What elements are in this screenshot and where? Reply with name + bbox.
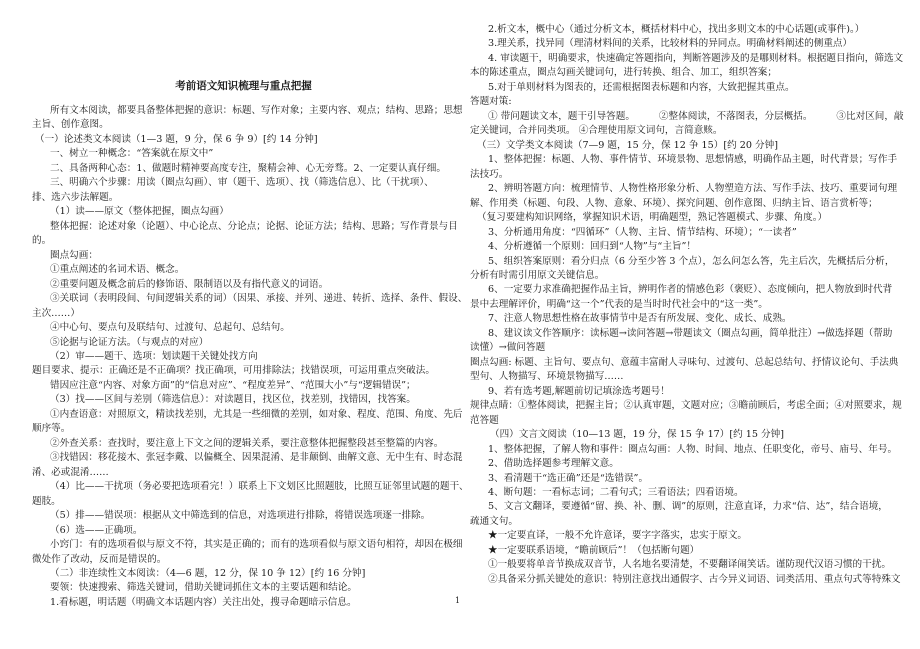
- text-line: 3、分析通用角度：“四循环”（人物、主旨、情节结构、环境）；“一读者”: [488, 226, 797, 238]
- text-line: （6）选——正确项。: [50, 524, 143, 536]
- text-line: （一）论述类文本阅读（1—3 题，9 分，保 6 争 9）[约 14 分钟]: [35, 133, 318, 145]
- right-column: [0, 23, 904, 587]
- text-line: 微处作了改动，反而是错误的。: [32, 553, 167, 565]
- text-line: （2）审——题干、选项：划读题干关键处找方向: [50, 350, 258, 362]
- text-line: 9、若有选考题,解题前切记填涂选考题号！: [488, 385, 670, 397]
- text-line: 1、整体把握：标题、人物、事件情节、环境景物、思想情感，明确作品主题，时代背景；写作手: [488, 154, 898, 166]
- text-line: 3、看清题干“选正确”还是“选错误”。: [488, 472, 649, 484]
- document-title: 考前语文知识梳理与重点把握: [175, 80, 312, 92]
- text-line: 小窍门：有的选项看似与原文不符，其实是正确的；而有的选项看似与原文语句相符，却因在极细: [50, 539, 463, 551]
- text-line: 答题对策:: [470, 96, 512, 108]
- text-line: 的。: [32, 235, 52, 247]
- text-line: 分析有时需引用原文关键信息。: [470, 269, 605, 281]
- text-line: 本的陈述重点，圈点勾画关键词句，进行转换、组合、加工，组织答案；: [470, 67, 777, 79]
- text-line: ②具备采分抓关键处的意识：特别注意找出通假字、古今异义词语、词类活用、重点句式等特殊文: [488, 573, 901, 585]
- text-line: ③关联词（表明段间、句间逻辑关系的词）（因果、承接、并列、递进、转折、选择、条件、假设、: [50, 293, 468, 305]
- text-line: 三、明确六个步骤：用读（圈点勾画）、审（题干、选项）、找（筛选信息）、比（干扰项）、: [50, 177, 434, 189]
- text-line: ①内查语意：对照原文，精读找差别，尤其是一些细微的差别，如对象、程度、范围、角度、先后: [50, 408, 463, 420]
- text-line: 3.理关系，找异同（理清材料间的关系，比较材料的异同点。明确材料阐述的侧重点）: [488, 38, 853, 50]
- text-line: 所有文本阅读，都要具备整体把握的意识：标题、写作对象；主要内容、观点；结构、思路；思想: [50, 105, 463, 116]
- text-line: （5）排——错误项：根据从文中筛选到的信息，对选项进行排除，将错误选项逐一排除。: [50, 510, 431, 522]
- text-line: 7、注意人物思想性格在故事情节中是否有所发展、变化、成长、成熟。: [488, 313, 792, 325]
- text-line: （三）文学类文本阅读（7—9 题，15 分，保 12 争 15）[约 20 分钟]: [477, 139, 778, 151]
- text-line: 景中去理解评价，明确“这一个”代表的是当时时代社会中的“这一类”。: [470, 298, 768, 310]
- text-line: 2、辨明答题方向：梳理情节、人物性格形象分析、人物塑造方法、写作手法、技巧、重要词句理: [488, 183, 898, 195]
- text-line: ⑤论据与论证方法。（与观点的对应）: [50, 336, 209, 348]
- text-line: 规律点睛：①整体阅读，把握主旨；②认真审题，文题对应；③瞻前顾后，考虑全面；④对照要求，规: [470, 400, 902, 412]
- text-line: 5.对于单则材料为图表的，还需根据图表标题和内容，大致把握其重点。: [488, 81, 795, 93]
- text-line: 4、断句题：一看标志词；二看句式；三看语法；四看语境。: [488, 487, 744, 498]
- text-line: 主次……）: [32, 307, 80, 319]
- text-line: ①重点阐述的名词术语、概念。: [50, 264, 185, 276]
- text-line: 题肢。: [32, 495, 61, 507]
- text-line: 范答题: [470, 414, 499, 426]
- text-line: 1、整体把握，了解人物和事件：圈点勾画：人物、时间、地点、任职变化，帝号、庙号、年号。: [488, 443, 898, 455]
- text-line: 4. 审读题干，明确要求，快速确定答题指向，判断答题涉及的是哪则材料。根据题目指向，筛选文: [488, 52, 904, 64]
- text-line: 主旨、创作意图。: [32, 119, 109, 131]
- text-line: 一、树立一种概念：“答案就在原文中”: [50, 148, 214, 160]
- text-line: ★一定要直译，一般不允许意译，要字字落实，忠实于原文。: [488, 530, 748, 542]
- text-line: 淆、必或混淆……: [32, 466, 109, 478]
- text-line: 5、组织答案原则：看分归点（6 分至少答 3 个点），怎么问怎么答，先主后次，先概括后分析，: [488, 255, 895, 267]
- text-line: （四）文言文阅读（10—13 题，19 分，保 15 争 17）[约 15 分钟]: [490, 429, 784, 441]
- text-line: 5、文言文翻译，要遵循“留、换、补、删、调”的原则，注意直译，力求“信、达”，结合语境，: [488, 501, 888, 513]
- text-line: 1.看标题，明话题（明确文本话题内容）关注出处，搜寻命题暗示信息。: [50, 596, 357, 608]
- text-line: （二）非连续性文本阅读：（4—6 题，12 分，保 10 争 12）[约 16 分钟]: [50, 568, 366, 579]
- text-line: （复习要建构知识网络，掌握知识术语，明确题型，熟记答题模式、步骤、角度。）: [477, 212, 828, 224]
- text-line: 排、选六步法解题。: [32, 191, 119, 203]
- text-line: 8、建议读文作答顺序：读标题→读问答题→带题读文（圈点勾画，简单批注）→做选择题（帮助: [488, 327, 893, 339]
- text-line: 整体把握：论述对象（论题）、中心论点、分论点；论据、论证方法；结构、思路；写作背景与目: [50, 220, 458, 232]
- text-line: 圈点勾画: 标题、主旨句、要点句、意蕴丰富耐人寻味句、过渡句、总起总结句、抒情议论句、手法典: [470, 356, 899, 368]
- text-line: 4、分析遵循一个原则：回归到“人物”与“主旨”！: [488, 241, 697, 253]
- text-line: 错因应注意“内容、对象方面”的“信息对应”、“程度差异”、“范围大小”与“逻辑错误”；: [50, 379, 416, 391]
- text-line: 要领：快速搜索、筛选关键词，借助关键词抓住文本的主要话题和结论。: [50, 582, 357, 594]
- text-line: （4）比——干扰项（务必要把选项看完！）联系上下文划区比照题肢，比照互证邻里试题的题干、: [50, 481, 469, 493]
- text-line: ①一般要将单音节换成双音节，人名地名要清楚，不要翻译闹笑话。谨防现代汉语习惯的干扰。: [488, 559, 891, 571]
- text-line: ②外查关系：查找时，要注意上下文之间的逻辑关系，要注意整体把握整段甚至整篇的内容。: [50, 437, 444, 449]
- text-line: 2、借助选择题参考理解文意。: [488, 458, 619, 470]
- text-line: ④中心句、要点句及联结句、过渡句、总起句、总结句。: [50, 322, 290, 334]
- text-line: ③找错因：移花接木、张冠李戴、以偏概全、因果混淆、是非颠倒、曲解文意、无中生有、时态混: [50, 452, 463, 464]
- text-line: 圈点勾画：: [50, 249, 98, 261]
- text-line: （3）找——区间与差别（筛选信息）：对读题目，找区位，找差别，找错因，找答案。: [50, 394, 416, 406]
- text-line: 6、一定要力求准确把握作品主旨，辨明作者的情感色彩（褒贬）、态度倾向，把人物放到时代背: [488, 284, 893, 296]
- text-line: 题目要求、提示：正确还是不正确项？找正确项，可用排除法；找错误项，可运用重点突破法。: [32, 365, 435, 377]
- text-line: 解、作用类（标题、句段、人物、意象、环境）、探究问题、创作意图、归纳主旨、语言赏析等；: [470, 197, 878, 209]
- text-line: 疏通文句。: [470, 515, 518, 527]
- text-line: ① 带问题读文本，题干引导答题。 ②整体阅读，不落图表，分层概括。 ③比对区间，敲: [488, 110, 904, 122]
- text-line: ②重要问题及概念前后的修饰语、限制语以及有指代意义的词语。: [50, 278, 329, 290]
- text-line: 顺序等。: [32, 423, 71, 435]
- page-number: 1: [455, 596, 461, 605]
- text-line: 型句、人物描写、环境景物描写……: [470, 371, 624, 383]
- text-line: 法技巧。: [470, 168, 509, 180]
- text-line: ★一定要联系语境，“瞻前顾后”！（包括断句题）: [488, 544, 700, 556]
- text-line: 读懂）→做问答题: [470, 342, 546, 354]
- text-line: 定关键词，合并同类项。 ④合理使用原文词句，言简意赅。: [470, 125, 723, 137]
- text-line: （1）读——原文（整体把握，圈点勾画）: [50, 206, 229, 218]
- text-line: 二、具备两种心态：1、做题时精神要高度专注，聚精会神、心无旁骛。2、一定要认真仔细。: [50, 162, 446, 174]
- text-line: 2.析文本，概中心（通过分析文本，概括材料中心，找出多则文本的中心话题(或事件)。）: [488, 24, 865, 35]
